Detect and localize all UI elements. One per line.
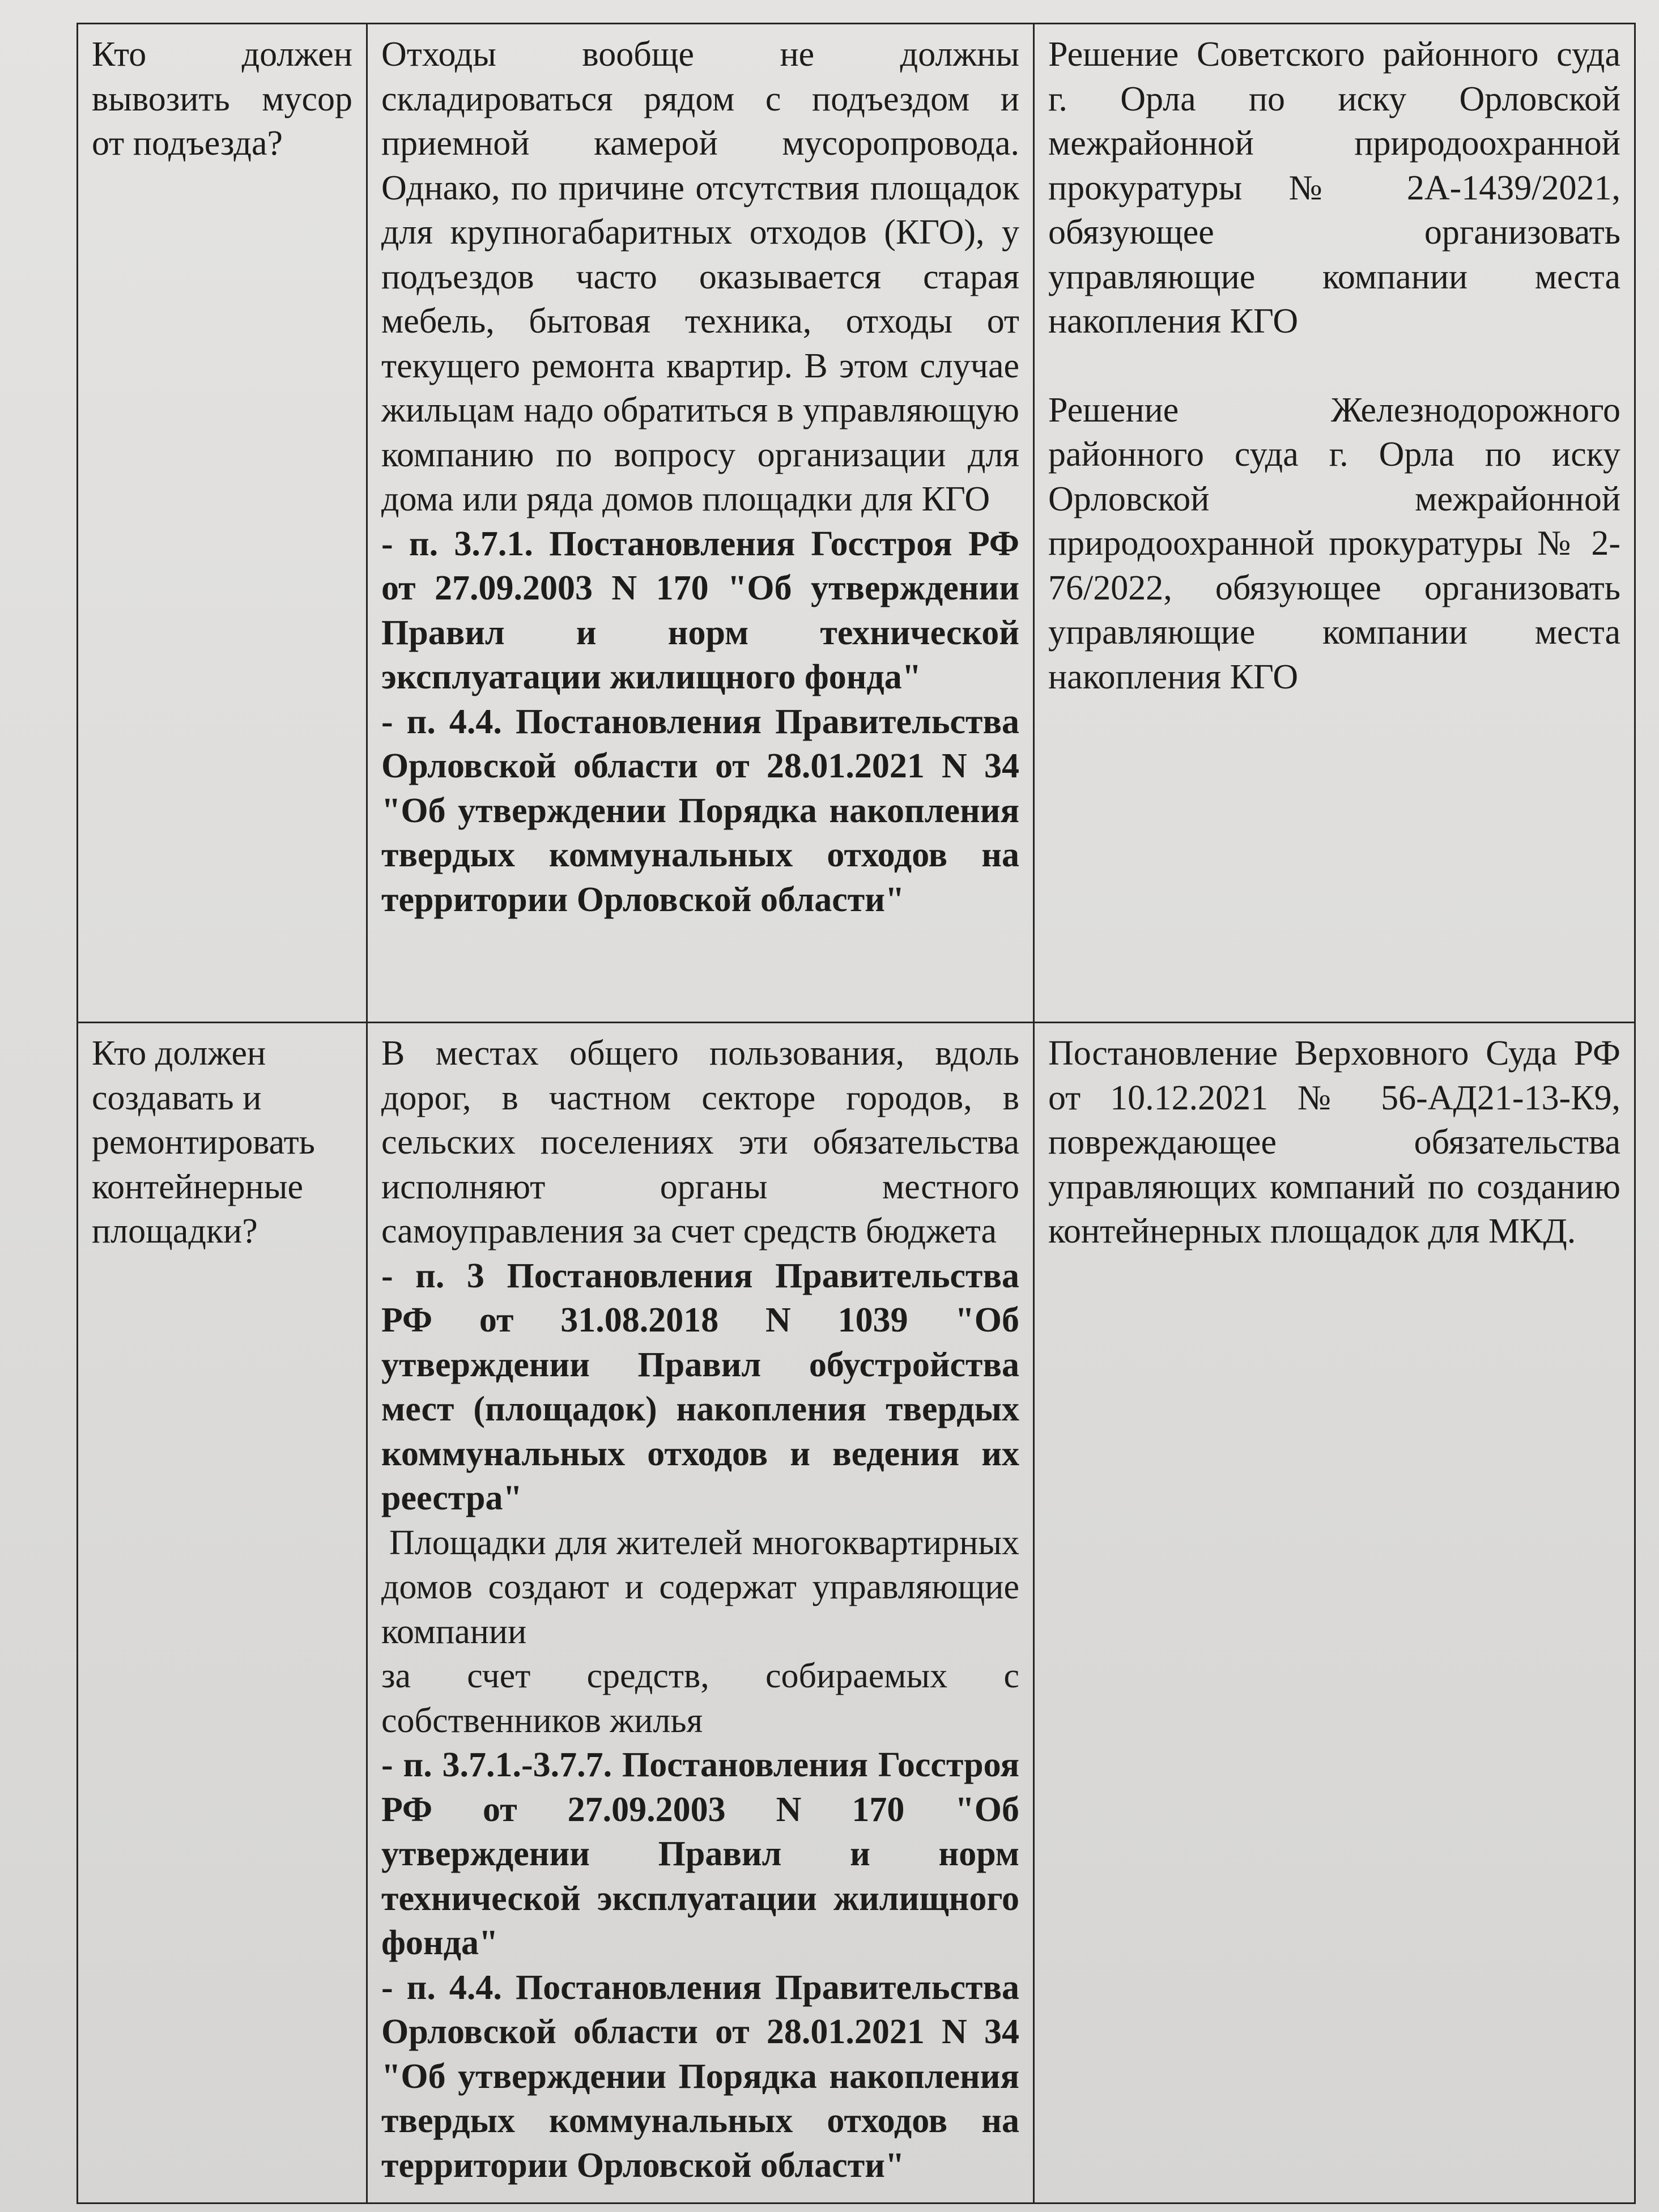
law-reference: - п. 4.4. Постановления Правительства Орловской области от 28.01.2021 N 34 "Об утверждении Порядка накопления твердых коммунальных отходов на территории Орловской области" xyxy=(381,702,1019,919)
question-cell xyxy=(78,24,367,1023)
law-reference: - п. 3.7.1.-3.7.7. Постановления Госстроя РФ от 27.09.2003 N 170 "Об утверждении Правил и норм технической эксплуатации жилищного фонда" xyxy=(381,1746,1019,1962)
court-decisions-cell xyxy=(1034,24,1635,1023)
paragraph-gap xyxy=(1048,344,1620,388)
law-reference: - п. 4.4. Постановления Правительства Орловской области от 28.01.2021 N 34 "Об утверждении Порядка накопления твердых коммунальных отходов на территории Орловской области" xyxy=(381,1968,1019,2185)
question-text: Кто должен создавать и ремонтировать контейнерные площадки? xyxy=(92,1034,315,1250)
answer-cell xyxy=(367,1023,1034,2204)
table-row xyxy=(78,1023,1635,2204)
court-decisions-cell xyxy=(1034,1023,1635,2204)
court-decision: Постановление Верховного Суда РФ от 10.12.2021 № 56-АД21-13-К9, повреждающее обязательства управляющих компаний по созданию контейнерных площадок для МКД. xyxy=(1048,1034,1620,1250)
court-decision: Решение Советского районного суда г. Орла по иску Орловской межрайонной природоохранной прокуратуры № 2А-1439/2021, обязующее организовать управляющие компании места накопления КГО xyxy=(1048,35,1620,341)
table-row xyxy=(78,24,1635,1023)
law-reference: - п. 3.7.1. Постановления Госстроя РФ от 27.09.2003 N 170 "Об утверждении Правил и норм технической эксплуатации жилищного фонда" xyxy=(381,524,1019,696)
question-text: Кто должен вывозить мусор от подъезда? xyxy=(92,35,352,163)
document-table xyxy=(76,23,1636,2204)
answer-text: Площадки для жителей многоквартирных домов создают и содержат управляющие компании xyxy=(381,1523,1019,1651)
court-decision: Решение Железнодорожного районного суда г. Орла по иску Орловской межрайонной природоохранной прокуратуры № 2-76/2022, обязующее организовать управляющие компании места накопления КГО xyxy=(1048,390,1620,696)
answer-text: за счет средств, собираемых с собственников жилья xyxy=(381,1657,1019,1740)
law-reference: - п. 3 Постановления Правительства РФ от 31.08.2018 N 1039 "Об утверждении Правил обустройства мест (площадок) накопления твердых коммунальных отходов и ведения их реестра" xyxy=(381,1256,1019,1517)
answer-text: Отходы вообще не должны складироваться рядом с подъездом и приемной камерой мусоропровода. Однако, по причине отсутствия площадок для крупногабаритных отходов (КГО), у подъездов часто оказывается старая мебель, бытовая техника, отходы от текущего ремонта квартир. В этом случае жильцам надо обратиться в управляющую компанию по вопросу организации для дома или ряда домов площадки для КГО xyxy=(381,35,1019,518)
answer-cell xyxy=(367,24,1034,1023)
answer-text: В местах общего пользования, вдоль дорог, в частном секторе городов, в сельских поселениях эти обязательства исполняют органы местного самоуправления за счет средств бюджета xyxy=(381,1034,1019,1250)
question-cell xyxy=(78,1023,367,2204)
